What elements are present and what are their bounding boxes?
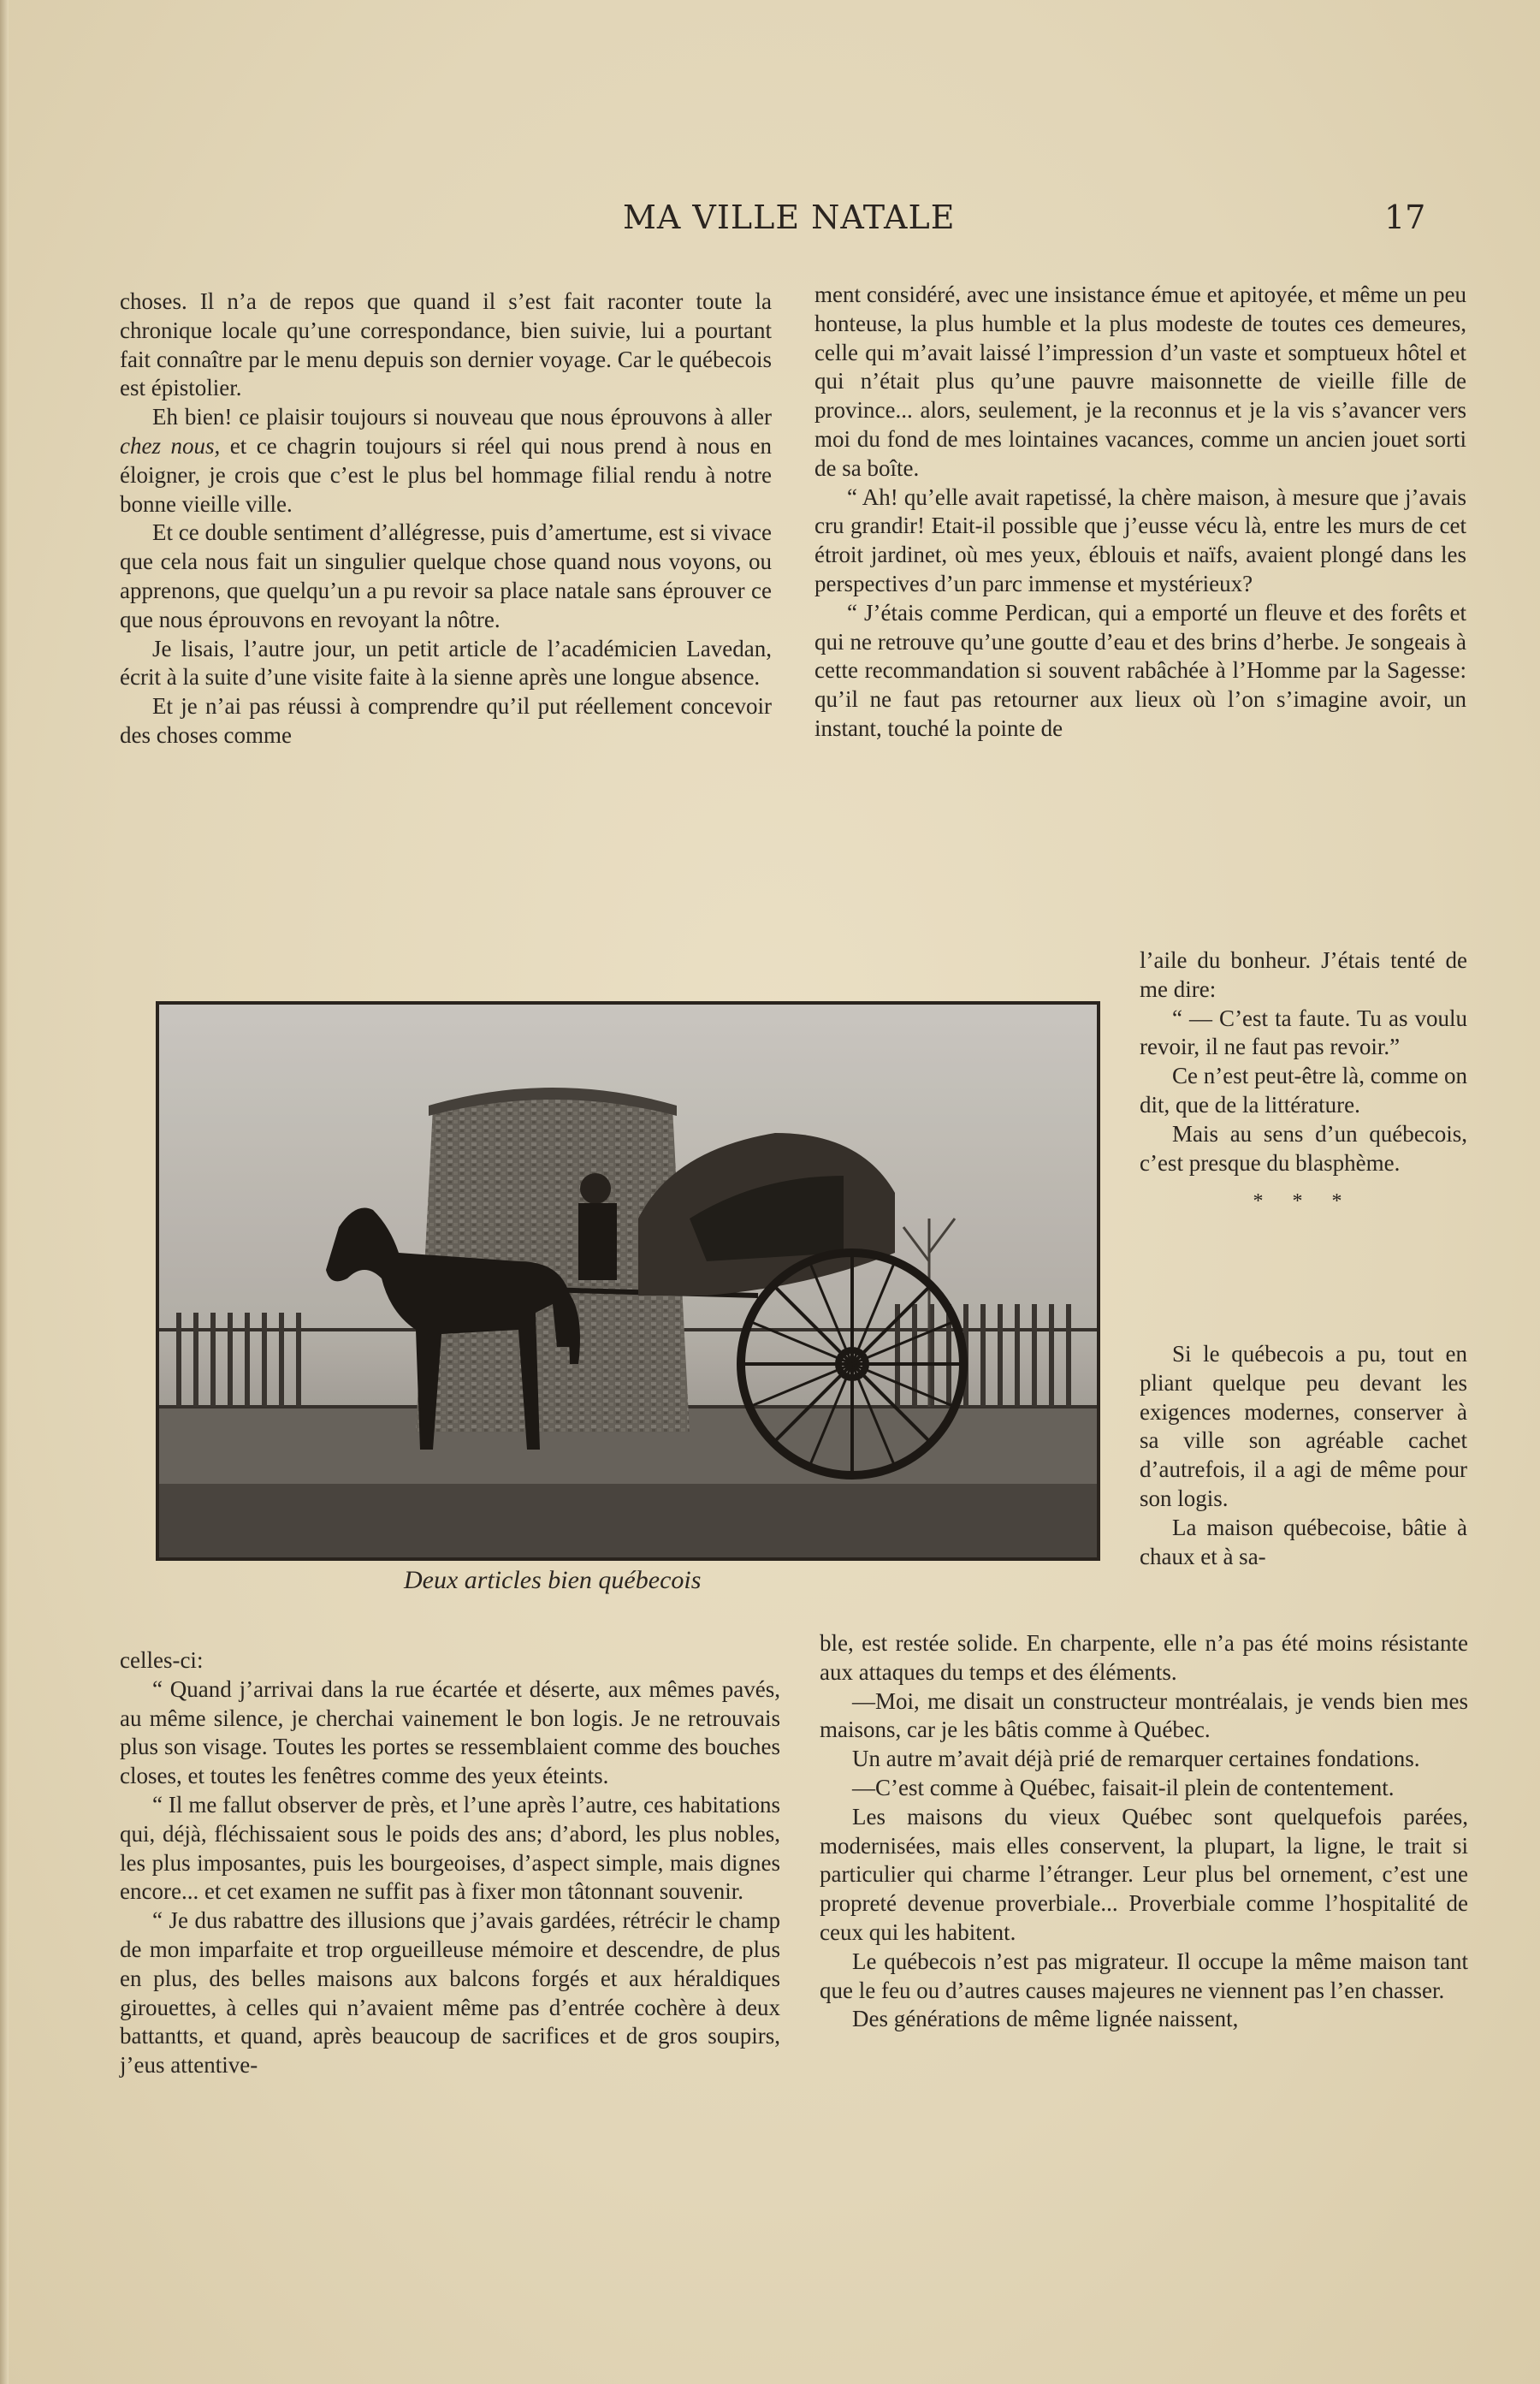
paragraph: Je lisais, l’autre jour, un petit article de l’académicien Lavedan, écrit à la suite d’une visite faite à la sienne après une longue absence. xyxy=(120,635,772,691)
right-column-narrow-lower xyxy=(1140,1340,1467,1571)
paragraph: “ Il me fallut observer de près, et l’une après l’autre, ces habitations qui, déjà, fléchissaient sous le poids des ans; d’abord, les plus nobles, les plus imposantes, puis les bourgeoises, d’aspect simple, mais dignes encore... et cet examen ne suffit pas à fixer mon tâtonnant souvenir. xyxy=(120,1791,780,1905)
paragraph: celles-ci: xyxy=(120,1647,204,1673)
figure-caption: Deux articles bien québecois xyxy=(404,1566,702,1594)
paragraph: ble, est restée solide. En charpente, elle n’a pas été moins résistante aux attaques du temps et des éléments. xyxy=(820,1630,1468,1685)
emphasis: chez nous, xyxy=(120,432,221,459)
paragraph: ment considéré, avec une insistance émue et apitoyée, et même un peu honteuse, la plus humble et la plus modeste de toutes ces demeures, celle qui m’avait laissé l’impression d’un vaste et somptueux hôtel et qui n’était plus qu’une pauvre maisonnette de vieille fille de province... alors, seulement, je la reconnus et je la vis s’avancer vers moi du fond de mes lointaines vacances, comme un ancien jouet sorti de sa boîte. xyxy=(814,282,1466,481)
page-header xyxy=(0,199,1540,241)
page-number: 17 xyxy=(1384,199,1426,236)
paragraph: Le québecois n’est pas migrateur. Il occupe la même maison tant que le feu ou d’autres causes majeures ne viennent pas l’en chasser. xyxy=(820,1948,1468,2003)
right-column-top xyxy=(814,281,1466,744)
left-column-bottom xyxy=(120,1646,780,2080)
paragraph: Eh bien! ce plaisir toujours si nouveau que nous éprouvons à aller chez nous, et ce chagrin toujours si réel qui nous prend à nous en éloigner, je crois que c’est le plus bel hommage filial rendu à notre bonne vieille ville. xyxy=(120,404,773,517)
paragraph: “ Ah! qu’elle avait rapetissé, la chère maison, à mesure que j’avais cru grandir! Etait-il possible que j’eusse vécu là, entre les murs de cet étroit jardinet, où mes yeux, éblouis et naïfs, avaient plongé dans les perspectives d’un parc immense et mystérieux? xyxy=(814,483,1466,596)
section-break: * * * xyxy=(1253,1190,1354,1213)
paragraph: “ Je dus rabattre des illusions que j’avais gardées, rétrécir le champ de mon imparfaite et trop orgueilleuse mémoire et descendre, de plus en plus, des belles maisons aux balcons forgés et aux héraldiques girouettes, à celles qui n’avaient même pas d’entrée cochère à deux battantts, et quand, après beaucoup de sacrifices et de gros soupirs, j’eus attentive- xyxy=(120,1907,780,2079)
paragraph: “ Quand j’arrivai dans la rue écartée et déserte, aux mêmes pavés, au même silence, je cherchai vainement le bon logis. Je ne retrouvais plus son visage. Toutes les portes se ressemblaient comme des bouches closes, et toutes les fenêtres comme des yeux éteints. xyxy=(120,1675,780,1789)
running-title: MA VILLE NATALE xyxy=(623,199,956,236)
paragraph: —Moi, me disait un constructeur montréalais, je vends bien mes maisons, car je les bâtis comme à Québec. xyxy=(820,1687,1468,1743)
paragraph: Et ce double sentiment d’allégresse, puis d’amertume, est si vivace que cela nous fait un singulier quelque chose quand nous voyons, ou apprenons, que quelqu’un a pu revoir sa place natale sans éprouver ce que nous éprouvons en revoyant la nôtre. xyxy=(120,519,772,632)
paragraph: “ J’étais comme Perdican, qui a emporté un fleuve et des forêts et qui ne retrouve qu’une goutte d’eau et des brins d’herbe. Je songeais à cette recommandation si souvent rabâchée à l’Homme par la Sagesse: qu’il ne faut pas retourner aux lieux où l’on s’imagine avoir, un instant, touché la pointe de xyxy=(814,599,1466,741)
paragraph: Les maisons du vieux Québec sont quelquefois parées, modernisées, mais elles conservent, la plupart, la ligne, le trait si particulier qui charme l’étranger. Leur plus bel ornement, c’est une propreté devenue proverbiale... Proverbiale comme l’hospitalité de ceux qui les habitent. xyxy=(820,1803,1468,1945)
paragraph: “ — C’est ta faute. Tu as voulu revoir, il ne faut pas revoir.” xyxy=(1140,1005,1467,1060)
paragraph: Un autre m’avait déjà prié de remarquer certaines fondations. xyxy=(852,1746,1420,1772)
paragraph: Et je n’ai pas réussi à comprendre qu’il put réellement concevoir des choses comme xyxy=(120,693,772,748)
right-column-narrow xyxy=(1140,946,1467,1232)
right-column-bottom xyxy=(820,1629,1468,2034)
paragraph: Si le québecois a pu, tout en pliant quelque peu devant les exigences modernes, conserver à sa ville son agréable cachet d’autrefois, il a agi de même pour son logis. xyxy=(1140,1341,1467,1511)
paragraph: —C’est comme à Québec, faisait-il plein de contentement. xyxy=(852,1774,1395,1800)
photograph xyxy=(156,1001,1100,1561)
paragraph: l’aile du bonheur. J’étais tenté de me dire: xyxy=(1140,947,1467,1002)
page-edge xyxy=(0,0,9,2384)
paragraph: La maison québecoise, bâtie à chaux et à sa- xyxy=(1140,1514,1467,1569)
left-column-top xyxy=(120,288,772,750)
paragraph: Des générations de même lignée naissent, xyxy=(852,2006,1239,2032)
paragraph: choses. Il n’a de repos que quand il s’est fait raconter toute la chronique locale qu’une correspondance, bien suivie, lui a pourtant fait connaître par le menu depuis son dernier voyage. Car le québecois est épistolier. xyxy=(120,288,772,401)
paragraph: Mais au sens d’un québecois, c’est presque du blasphème. xyxy=(1140,1120,1467,1176)
photo-horse-calèche-image xyxy=(159,1005,1097,1557)
paragraph: Ce n’est peut-être là, comme on dit, que de la littérature. xyxy=(1140,1063,1467,1118)
